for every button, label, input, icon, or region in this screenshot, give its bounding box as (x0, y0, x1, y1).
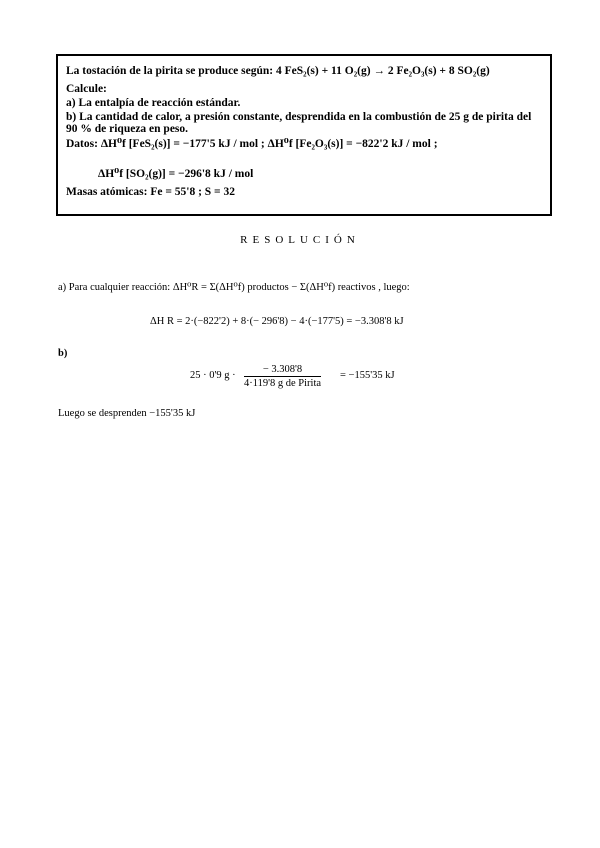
datos-fe2o3: ΔH⁰f [Fe₂O₃(s)] = −822'2 kJ / mol ; (267, 138, 438, 150)
part-b-result: = −155'35 kJ (340, 370, 395, 381)
problem-statement-box (56, 54, 552, 216)
datos-label: Datos: (66, 138, 98, 150)
part-b-question-line2: 90 % de riqueza en peso. (66, 123, 189, 135)
calcule-label: Calcule: (66, 83, 107, 95)
part-b-prefix: 25 · 0'9 g · (190, 370, 236, 381)
fraction-numerator: − 3.308'8 (244, 364, 321, 377)
part-a-calculation: ΔH R = 2·(−822'2) + 8·(− 296'8) − 4·(−177'5) = −3.308'8 kJ (150, 316, 404, 327)
fraction-denominator: 4·119'8 g de Pirita (244, 378, 322, 389)
part-b-fraction (244, 364, 321, 389)
part-a-question: a) La entalpía de reacción estándar. (66, 97, 241, 109)
part-b-label: b) (58, 348, 68, 359)
conclusion: Luego se desprenden −155'35 kJ (58, 408, 196, 419)
datos-fes2: ΔH⁰f [FeS₂(s)] = −177'5 kJ / mol ; (100, 138, 265, 150)
datos-so2: ΔH⁰f [SO₂(g)] = −296'8 kJ / mol (98, 168, 254, 180)
part-b-question-line1: b) La cantidad de calor, a presión constante, desprendida en la combustión de 25 g de pirita del (66, 111, 532, 123)
part-a-statement: a) Para cualquier reacción: ΔH⁰R = Σ(ΔH⁰f) productos − Σ(ΔH⁰f) reactivos , luego: (58, 282, 410, 293)
masas-atomicas: Masas atómicas: Fe = 55'8 ; S = 32 (66, 186, 235, 198)
problem-line-1: La tostación de la pirita se produce según: 4 FeS₂(s) + 11 O₂(g) → 2 Fe₂O₃(s) + 8 SO₂(g) (66, 65, 490, 77)
resolution-heading: RESOLUCIÓN (240, 234, 360, 246)
datos-row (66, 136, 438, 150)
